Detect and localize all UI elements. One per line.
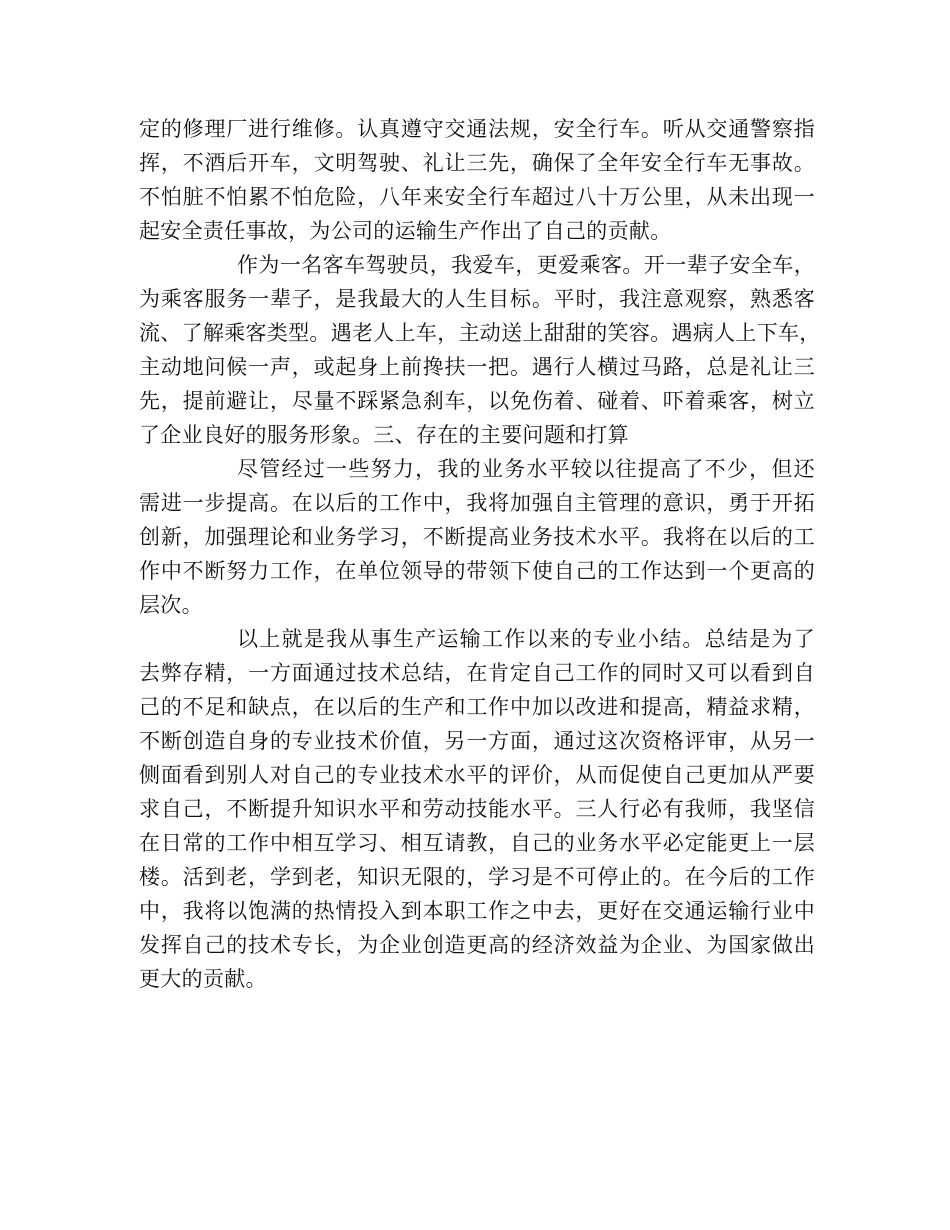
paragraph-2	[139, 248, 821, 452]
document-body	[139, 112, 821, 996]
paragraph-1	[139, 112, 815, 248]
paragraph-line: 在日常的工作中相互学习、相互请教，自己的业务水平必定能更上一层	[139, 831, 815, 855]
paragraph-line: 作中不断努力工作，在单位领导的带领下使自己的工作达到一个更高的	[139, 559, 815, 583]
paragraph-line: 流、了解乘客类型。遇老人上车，主动送上甜甜的笑容。遇病人上下车，	[139, 321, 821, 345]
paragraph-line: 层次。	[139, 593, 203, 617]
paragraph-line: 求自己，不断提升知识水平和劳动技能水平。三人行必有我师，我坚信	[139, 797, 815, 821]
paragraph-4	[139, 622, 815, 996]
paragraph-line: 作为一名客车驾驶员，我爱车，更爱乘客。开一辈子安全车，	[237, 253, 815, 277]
paragraph-line: 挥，不酒后开车，文明驾驶、礼让三先，确保了全年安全行车无事故。	[139, 151, 815, 175]
paragraph-line: 为乘客服务一辈子，是我最大的人生目标。平时，我注意观察，熟悉客	[139, 287, 815, 311]
paragraph-line: 需进一步提高。在以后的工作中，我将加强自主管理的意识，勇于开拓	[139, 491, 815, 515]
paragraph-line: 创新，加强理论和业务学习，不断提高业务技术水平。我将在以后的工	[139, 525, 815, 549]
paragraph-line: 不断创造自身的专业技术价值，另一方面，通过这次资格评审，从另一	[139, 729, 815, 753]
paragraph-line: 以上就是我从事生产运输工作以来的专业小结。总结是为了	[237, 627, 815, 651]
paragraph-line: 定的修理厂进行维修。认真遵守交通法规，安全行车。听从交通警察指	[139, 117, 815, 141]
paragraph-line: 楼。活到老，学到老，知识无限的，学习是不可停止的。在今后的工作	[139, 865, 815, 889]
paragraph-line: 去弊存精，一方面通过技术总结，在肯定自己工作的同时又可以看到自	[139, 661, 815, 685]
paragraph-line: 己的不足和缺点，在以后的生产和工作中加以改进和提高，精益求精，	[139, 695, 815, 719]
paragraph-line: 侧面看到别人对自己的专业技术水平的评价，从而促使自己更加从严要	[139, 763, 815, 787]
paragraph-line: 主动地问候一声，或起身上前搀扶一把。遇行人横过马路，总是礼让三	[139, 355, 815, 379]
paragraph-line: 起安全责任事故，为公司的运输生产作出了自己的贡献。	[139, 219, 672, 243]
paragraph-3	[139, 452, 815, 622]
paragraph-line: 先，提前避让，尽量不踩紧急刹车，以免伤着、碰着、吓着乘客，树立	[139, 389, 815, 413]
paragraph-line: 尽管经过一些努力，我的业务水平较以往提高了不少，但还	[237, 457, 815, 481]
paragraph-line: 不怕脏不怕累不怕危险，八年来安全行车超过八十万公里，从未出现一	[139, 185, 815, 209]
paragraph-line: 更大的贡献。	[139, 967, 267, 991]
paragraph-line: 了企业良好的服务形象。三、存在的主要问题和打算	[139, 423, 629, 447]
paragraph-line: 发挥自己的技术专长，为企业创造更高的经济效益为企业、为国家做出	[139, 933, 815, 957]
paragraph-line: 中，我将以饱满的热情投入到本职工作之中去，更好在交通运输行业中	[139, 899, 815, 923]
